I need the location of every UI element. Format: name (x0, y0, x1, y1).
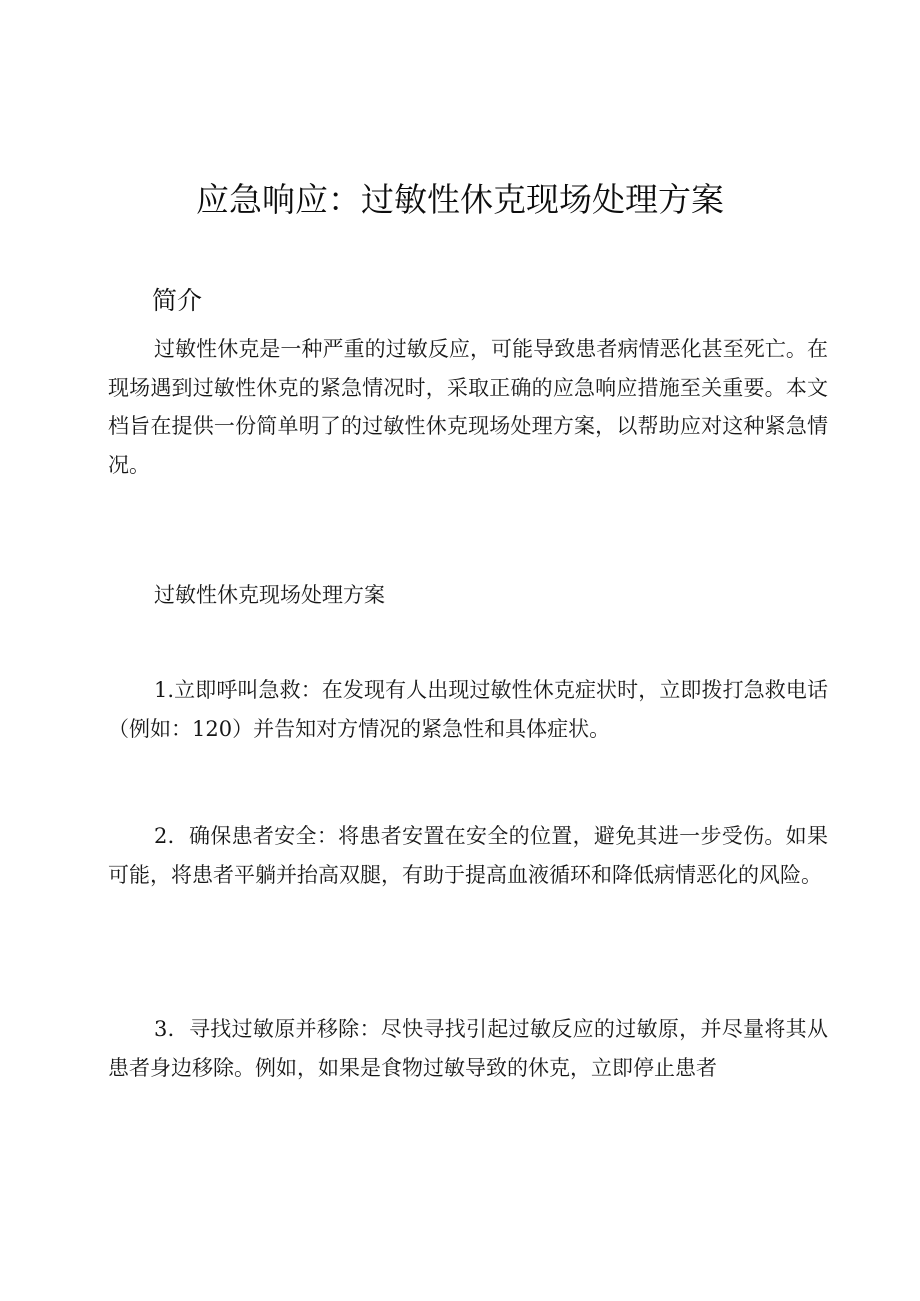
section-heading-intro: 简介 (152, 286, 203, 315)
step-2-paragraph: 2．确保患者安全：将患者安置在安全的位置，避免其进一步受伤。如果可能，将患者平躺并抬高双腿，有助于提高血液循环和降低病情恶化的风险。 (108, 824, 828, 887)
intro-paragraph: 过敏性休克是一种严重的过敏反应，可能导致患者病情恶化甚至死亡。在现场遇到过敏性休克的紧急情况时，采取正确的应急响应措施至关重要。本文档旨在提供一份简单明了的过敏性休克现场处理方案，以帮助应对这种紧急情况。 (108, 337, 828, 477)
step-1-paragraph: 1.立即呼叫急救：在发现有人出现过敏性休克症状时，立即拨打急救电话（例如：120）并告知对方情况的紧急性和具体症状。 (108, 678, 828, 741)
plan-heading: 过敏性休克现场处理方案 (154, 583, 385, 607)
document-title: 应急响应：过敏性休克现场处理方案 (196, 180, 724, 219)
step-3-paragraph: 3．寻找过敏原并移除：尽快寻找引起过敏反应的过敏原，并尽量将其从患者身边移除。例如，如果是食物过敏导致的休克，立即停止患者 (108, 1017, 828, 1080)
